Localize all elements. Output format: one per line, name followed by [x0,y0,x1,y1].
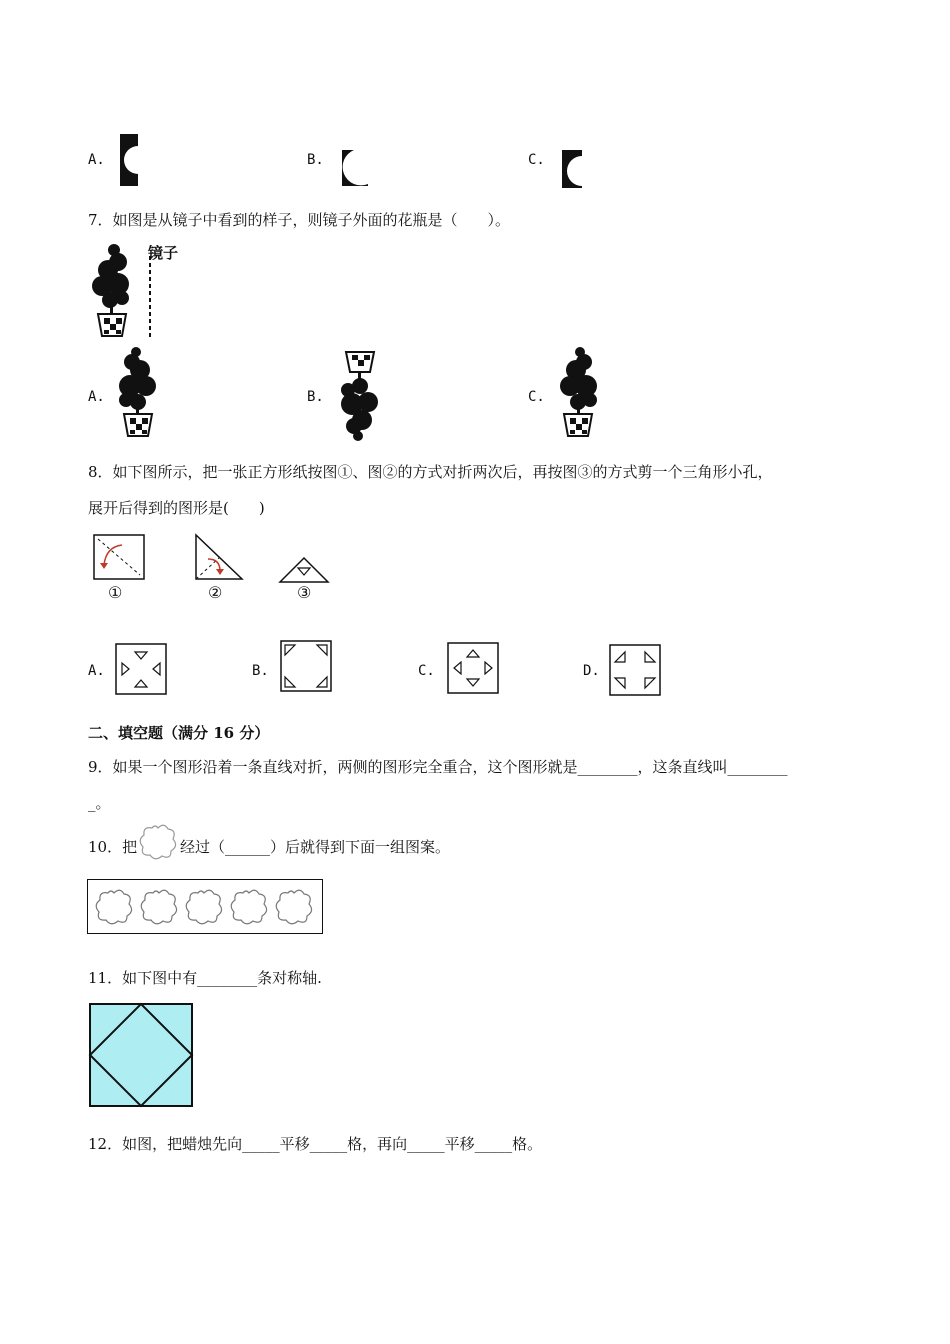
q8-option-c-figure [447,642,499,694]
q6-option-b-figure [340,148,370,188]
cloud-icon [186,890,221,924]
q9-line2: _。 [88,794,111,812]
q7-option-c-label: C. [528,389,545,405]
q7-option-c-plant-icon [554,350,604,440]
q11-square-diamond-figure [89,1003,195,1109]
q10-cloud-row-figure [87,879,324,935]
plant-icon [92,244,129,336]
cloud-icon [276,890,311,924]
q6-option-a-label: A. [88,152,105,168]
q7-option-a-label: A. [88,389,105,405]
q6-option-a-figure [118,132,140,188]
q10-cloud-icon [137,822,179,862]
cloud-icon [96,890,131,924]
q8-step3-figure [278,556,332,586]
q7-option-a-plant-icon [112,350,162,440]
q7-option-b-label: B. [307,389,324,405]
q8-step2-figure [192,533,246,581]
q9-line1: 9．如果一个图形沿着一条直线对折，两侧的图形完全重合，这个图形就是________，这条直线叫________ [88,758,788,776]
q8-option-d-label: D. [583,663,600,679]
q6-option-b-label: B. [307,152,324,168]
q6-option-c-label: C. [528,152,545,168]
section2-title: 二、填空题（满分 16 分） [88,724,270,742]
q8-option-b-label: B. [252,663,269,679]
q8-step1-figure [92,533,148,581]
cloud-icon [141,890,176,924]
q8-option-b-figure [280,640,332,692]
q6-option-c-figure [560,148,584,190]
q7-text: 7．如图是从镜子中看到的样子，则镜子外面的花瓶是（ ）。 [88,211,511,229]
q7-option-b-plant-icon [334,350,384,440]
q8-option-c-label: C. [418,663,435,679]
q8-step3-label: ③ [297,583,312,602]
q8-line2: 展开后得到的图形是( ) [88,499,265,517]
q12-text: 12．如图，把蜡烛先向_____平移_____格，再向_____平移_____格。 [88,1135,543,1153]
q10-text-before: 10．把 [88,838,138,856]
q8-line1: 8．如下图所示，把一张正方形纸按图①、图②的方式对折两次后，再按图③的方式剪一个三角形小孔， [88,463,773,481]
q8-step2-label: ② [208,583,223,602]
q8-option-d-figure [609,644,661,696]
q8-option-a-figure [115,643,167,695]
q8-option-a-label: A. [88,663,105,679]
q8-step1-label: ① [108,583,123,602]
q11-text: 11．如下图中有________条对称轴. [88,969,322,987]
q10-text-after: 经过（______）后就得到下面一组图案。 [180,838,451,856]
q7-mirror-label: 镜子 [148,244,179,262]
cloud-icon [231,890,266,924]
